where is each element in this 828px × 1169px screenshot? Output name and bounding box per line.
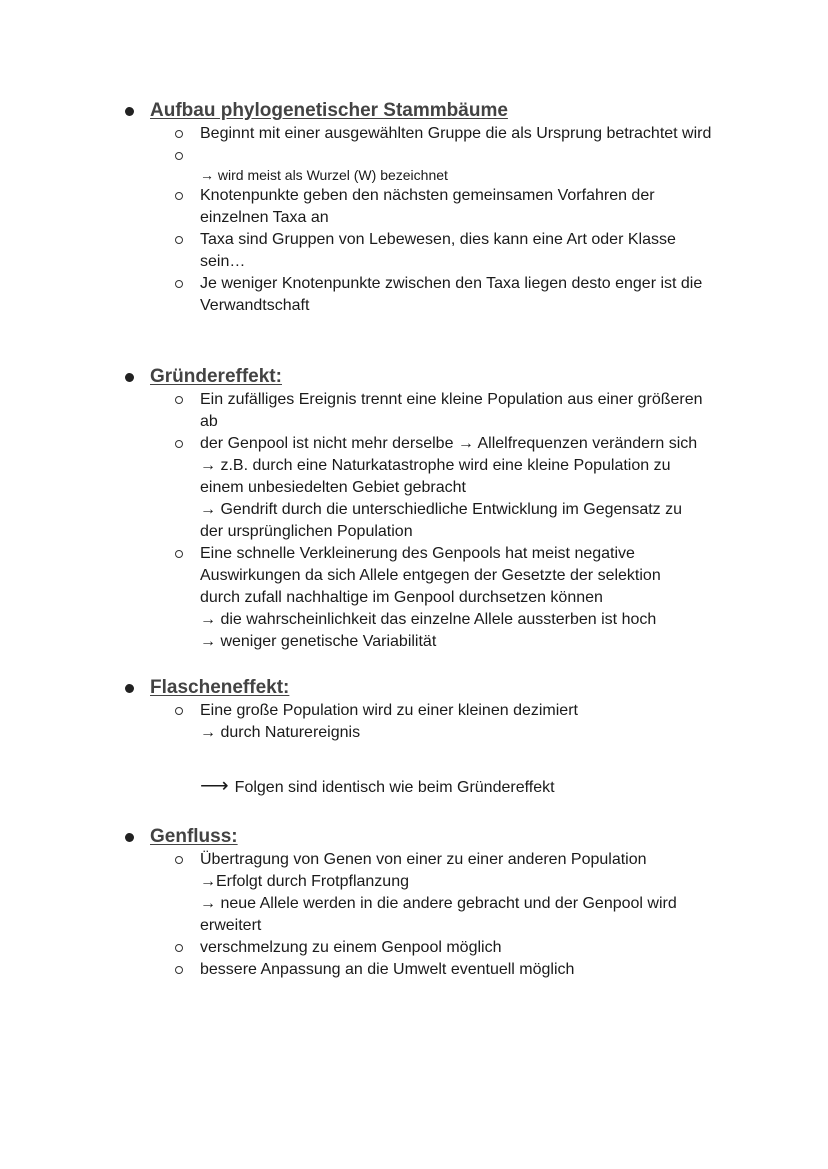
list-item: [0, 700, 828, 744]
list-item-text: durch zufall nachhaltige im Genpool durchsetzen können: [200, 589, 603, 606]
section: [0, 825, 828, 981]
list-item-text: Knotenpunkte geben den nächsten gemeinsamen Vorfahren der: [200, 187, 655, 204]
section: [0, 365, 828, 653]
circle-bullet-icon: [175, 856, 183, 864]
bullet-icon: [125, 373, 134, 382]
list-item-text: → die wahrscheinlichkeit das einzelne Allele aussterben ist hoch: [200, 611, 657, 628]
circle-bullet-icon: [175, 707, 183, 715]
heading-text: Flascheneffekt:: [150, 677, 290, 698]
circle-bullet-icon: [175, 550, 183, 558]
heading-text: Gründereffekt:: [150, 366, 282, 387]
list-item: [0, 273, 828, 317]
list-item-text: Auswirkungen da sich Allele entgegen der Gesetzte der selektion: [200, 567, 661, 584]
list-item-text: bessere Anpassung an die Umwelt eventuell möglich: [200, 961, 575, 978]
list-item: [0, 389, 828, 433]
list-item-text: → neue Allele werden in die andere gebracht und der Genpool wird: [200, 895, 677, 912]
circle-bullet-icon: [175, 130, 183, 138]
section: [0, 99, 828, 317]
note-text: Folgen sind identisch wie beim Gründereffekt: [234, 779, 555, 796]
circle-bullet-icon: [175, 192, 183, 200]
list-item-text: einzelnen Taxa an: [200, 209, 329, 226]
list-item-text: der ursprünglichen Population: [200, 523, 413, 540]
list-item-text: Taxa sind Gruppen von Lebewesen, dies kann eine Art oder Klasse: [200, 231, 676, 248]
list-item-text: Eine große Population wird zu einer kleinen dezimiert: [200, 702, 578, 719]
list-item-text: → weniger genetische Variabilität: [200, 633, 437, 650]
circle-bullet-icon: [175, 280, 183, 288]
list-item-text: Übertragung von Genen von einer zu einer anderen Population: [200, 851, 647, 868]
list-item-text: → durch Naturereignis: [200, 724, 361, 741]
heading-text: Genfluss:: [150, 826, 238, 847]
bullet-icon: [125, 107, 134, 116]
list-item: [0, 145, 828, 165]
circle-bullet-icon: [175, 944, 183, 952]
long-arrow-icon: ⟶: [200, 775, 229, 797]
list-item-text: verschmelzung zu einem Genpool möglich: [200, 939, 502, 956]
section-heading: [0, 676, 828, 700]
circle-bullet-icon: [175, 440, 183, 448]
list-item-text: → wird meist als Wurzel (W) bezeichnet: [200, 167, 448, 183]
section-heading: [0, 825, 828, 849]
bullet-icon: [125, 833, 134, 842]
list-item: [0, 229, 828, 273]
circle-bullet-icon: [175, 152, 183, 160]
list-item-text: → z.B. durch eine Naturkatastrophe wird eine kleine Population zu: [200, 457, 671, 474]
list-item-text: Eine schnelle Verkleinerung des Genpools hat meist negative: [200, 545, 635, 562]
list-item-text: erweitert: [200, 917, 262, 934]
list-item-text: Verwandtschaft: [200, 297, 310, 314]
circle-bullet-icon: [175, 396, 183, 404]
section-heading: [0, 99, 828, 123]
list-item-text: Beginnt mit einer ausgewählten Gruppe die als Ursprung betrachtet wird: [200, 125, 712, 142]
circle-bullet-icon: [175, 966, 183, 974]
spacer: [0, 744, 828, 775]
list-item: [0, 849, 828, 937]
section-heading: [0, 365, 828, 389]
list-item: [0, 123, 828, 145]
heading-text: Aufbau phylogenetischer Stammbäume: [150, 100, 508, 121]
bullet-icon: [125, 684, 134, 693]
list-item: [0, 185, 828, 229]
list-item: [0, 165, 828, 185]
list-item-text: ab: [200, 413, 218, 430]
list-item: [0, 937, 828, 959]
list-item-text: →Erfolgt durch Frotpflanzung: [200, 873, 409, 890]
list-item-text: [200, 145, 828, 165]
list-item-text: sein…: [200, 253, 246, 270]
section: [0, 676, 828, 797]
circle-bullet-icon: [175, 236, 183, 244]
list-item-text: der Genpool ist nicht mehr derselbe → Allelfrequenzen verändern sich: [200, 435, 698, 452]
note-line: [200, 775, 828, 797]
list-item-text: → Gendrift durch die unterschiedliche Entwicklung im Gegensatz zu: [200, 501, 683, 518]
list-item: [0, 959, 828, 981]
list-item: [0, 433, 828, 543]
list-item-text: Ein zufälliges Ereignis trennt eine kleine Population aus einer größeren: [200, 391, 703, 408]
list-item: [0, 543, 828, 653]
list-item-text: Je weniger Knotenpunkte zwischen den Taxa liegen desto enger ist die: [200, 275, 703, 292]
list-item-text: einem unbesiedelten Gebiet gebracht: [200, 479, 466, 496]
